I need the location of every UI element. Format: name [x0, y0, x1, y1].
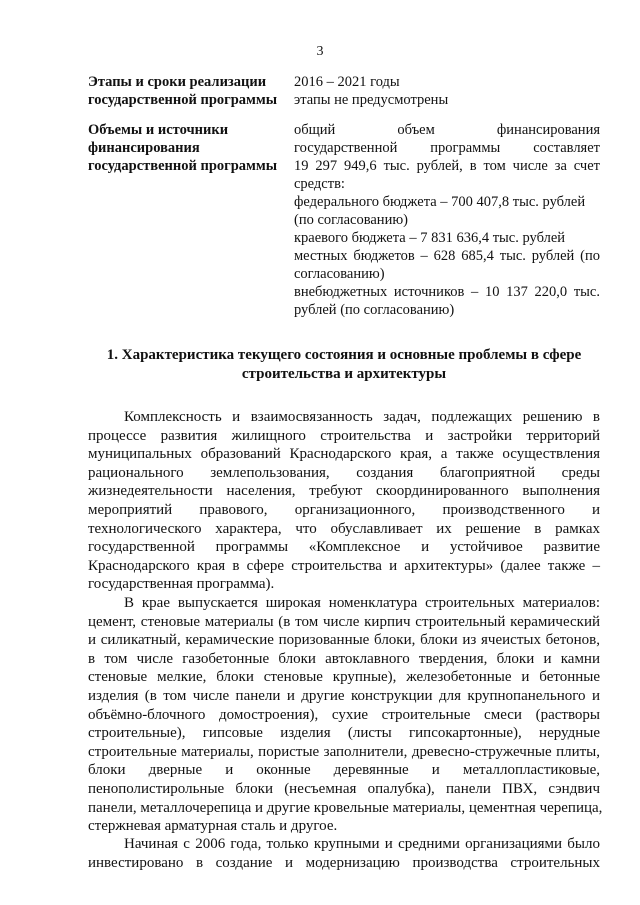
label-line: финансирования: [88, 140, 200, 156]
text-line: Краснодарского края в сфере строительства и архитектуры» (далее также –: [88, 557, 600, 574]
text-line: рационального землепользования, создания благоприятной среды: [88, 464, 600, 481]
value-line: этапы не предусмотрены: [294, 92, 449, 108]
text-line: стержневая арматурная сталь и другое.: [88, 818, 338, 835]
text-line: государственная программа).: [88, 576, 275, 593]
label-line: Объемы и источники: [88, 122, 229, 138]
text-line: Начиная с 2006 года, только крупными и средними организациями было: [124, 836, 600, 852]
value-line: общий объем финансирования: [294, 122, 600, 138]
section-title-line: строительства и архитектуры: [241, 366, 447, 382]
value-line: государственной программы составляет: [294, 140, 600, 156]
info-value-stages: [294, 73, 600, 109]
text-line: мероприятий правового, организационного, производственного и: [88, 501, 600, 518]
value-line: рублей (по согласованию): [294, 302, 455, 318]
text-line: В крае выпускается широкая номенклатура строительных материалов:: [124, 595, 600, 611]
value-line: (по согласованию): [294, 212, 408, 228]
info-value-funding: [294, 121, 600, 319]
text-line: цемент, стеновые материалы (в том числе кирпич строительный керамический: [88, 613, 600, 630]
paragraph-1: [88, 408, 600, 594]
text-line: панели, металлочерепица и другие кровельные материалы, цементная черепица,: [88, 799, 603, 816]
value-line: средств:: [294, 176, 345, 192]
value-line: 2016 – 2021 годы: [294, 74, 400, 90]
label-line: государственной программы: [88, 158, 278, 174]
text-line: пенополистирольные блоки (несъемная опалубка), панели ПВХ, сэндвич: [88, 780, 600, 797]
value-line: краевого бюджета – 7 831 636,4 тыс. рублей: [294, 230, 566, 246]
text-line: процессе развития жилищного строительства и застройки территорий: [88, 427, 600, 444]
text-line: муниципальных образований Краснодарского края, а также осуществления: [88, 446, 600, 463]
section-title: [88, 346, 600, 384]
info-label-funding: [88, 121, 288, 175]
text-line: Комплексность и взаимосвязанность задач, подлежащих решению в: [124, 409, 600, 425]
paragraph-3: [88, 835, 600, 872]
value-line: согласованию): [294, 266, 385, 282]
text-line: строительные), гипсовые изделия (листы гипсокартонные), нерудные: [88, 725, 600, 742]
value-line: внебюджетных источников – 10 137 220,0 тыс.: [294, 284, 600, 300]
label-line: государственной программы: [88, 92, 278, 108]
text-line: в том числе газобетонные блоки автоклавного твердения, блоки и камни: [88, 650, 600, 667]
text-line: государственной программы «Комплексное и устойчивое развитие: [88, 539, 600, 556]
value-line: 19 297 949,6 тыс. рублей, в том числе за счет: [294, 158, 600, 174]
text-line: объёмно-блочного домостроения), сухие строительные смеси (растворы: [88, 706, 600, 723]
value-line: федерального бюджета – 700 407,8 тыс. рублей: [294, 194, 586, 210]
value-line: местных бюджетов – 628 685,4 тыс. рублей (по: [294, 248, 600, 264]
text-line: блоки дверные и оконные деревянные и металлопластиковые,: [88, 762, 600, 779]
text-line: стеновые мелкие, блоки стеновые крупные), железобетонные и бетонные: [88, 669, 600, 686]
section-title-line: 1. Характеристика текущего состояния и основные проблемы в сфере: [106, 347, 582, 363]
text-line: и силикатный, керамические поризованные блоки, блоки из ячеистых бетонов,: [88, 632, 600, 649]
info-label-stages: [88, 73, 288, 109]
label-line: Этапы и сроки реализации: [88, 74, 267, 90]
page-number: 3: [316, 44, 324, 59]
text-line: технологического характера, что обуславливает их решение в рамках: [88, 520, 600, 537]
text-line: строительные материалы, пористые заполнители, древесно-стружечные плиты,: [88, 743, 600, 760]
text-line: жизнедеятельности населения, требуют скоординированного выполнения: [88, 483, 600, 500]
text-line: изделия (в том числе панели и другие конструкции для крупнопанельного и: [88, 687, 600, 704]
paragraph-2: [88, 594, 603, 836]
text-line: инвестировано в создание и модернизацию производства строительных: [88, 854, 600, 871]
